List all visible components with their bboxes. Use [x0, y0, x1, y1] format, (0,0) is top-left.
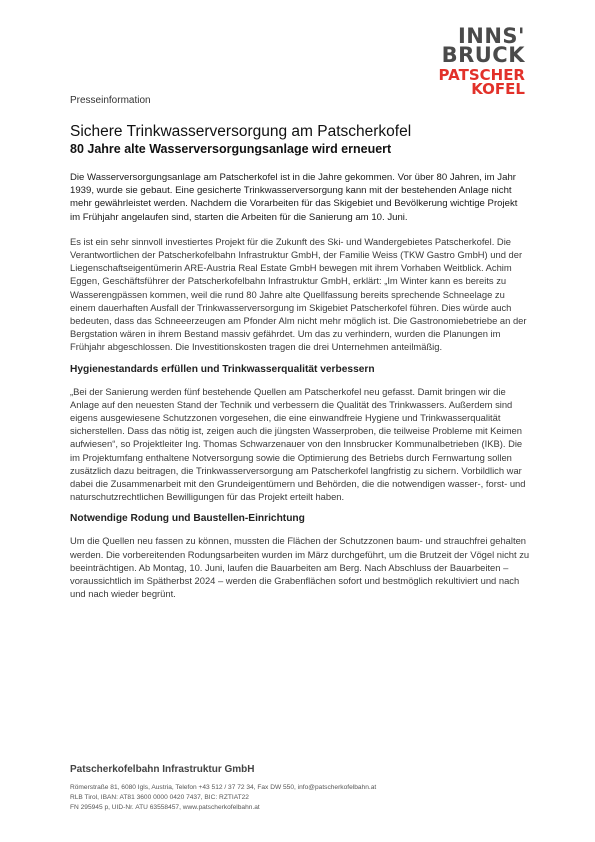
logo-line-patscher: PATSCHER — [438, 66, 525, 84]
logo-line-kofel: KOFEL — [471, 80, 525, 98]
body-paragraph-2: „Bei der Sanierung werden fünf bestehende Quellen am Patscherkofel neu gefasst. Damit bringen wir die Anlage auf den neuesten Stand der Technik und verbessern die Qualität des Trinkwassers. Außerdem sind eigens ausgewiesene Schutzzonen vorgesehen, die eine einwandfreie Hygiene und Trinkwasserqualität sicherstellen. Dass das nötig ist, zeigen auch die jüngsten Wasserproben, die teilweise Probleme mit Keimen aufwiesen“, so Projektleiter Ing. Thomas Schwarzenauer von den Innsbrucker Kommunalbetrieben (IKB). Die im Projektumfang enthaltene Notversorgung sowie die Optimierung des Betriebs durch Fernwartung sollen zusätzlich dazu beitragen, die Trinkwasserversorgung am Patscherkofel langfristig zu sichern. Vorbildlich war dabei die Zusammenarbeit mit den Grundeigentümern und Behörden, die die notwendigen wasser-, forst- und naturschutzrechtlichen Bewilligungen für das Projekt erteilt haben. — [70, 385, 526, 503]
logo-line-innsbruck-2: BRUCK — [441, 43, 525, 67]
body-paragraph-1: Es ist ein sehr sinnvoll investiertes Projekt für die Zukunft des Ski- und Wandergebietes Patscherkofel. Die Verantwortlichen der Patscherkofelbahn Infrastruktur GmbH, der Familie Weiss (TKW Gastro GmbH) und der Liegenschaftseigentümerin ARE-Austria Real Estate GmbH bewegen mit ihrem Vorhaben Weitblick. Achim Eggen, Geschäftsführer der Patscherkofelbahn Infrastruktur GmbH, erklärt: „Im Winter kann es bereits zu Wasserengpässen kommen, weil die rund 80 Jahre alte Quellfassung bereits sprechende Schneelage zu einem dauerhaften Ausfall der Trinkwasserversorgung im Skigebiet Patscherkofel führen. Dies würde auch bedeuten, dass das Schneeerzeugen am Pfonder Alm nicht mehr möglich ist. Die Gastronomiebetriebe an der Bergstation wären in ihrem Bestand massiv gefährdet. Um das zu verhindern, wurden die Planungen im Frühjahr abgeschlossen. Die Investitionskosten tragen die drei Unternehmen anteilmäßig. — [70, 235, 527, 353]
footer-registration: FN 295945 p, UID-Nr. ATU 63558457, www.patscherkofelbahn.at — [70, 804, 260, 811]
company-logo — [405, 24, 525, 98]
body-paragraph-3: Um die Quellen neu fassen zu können, mussten die Flächen der Schutzzonen baum- und strauchfrei gehalten werden. Die vorbereitenden Rodungsarbeiten wurden im März durchgeführt, um die Brutzeit der Vögel nicht zu beeinträchtigen. Ab Montag, 10. Juni, laufen die Bauarbeiten am Berg. Nach Abschluss der Bauarbeiten – voraussichtlich im Spätherbst 2024 – werden die Grabenflächen sofort und bestmöglich rekultiviert und nach und nach wieder begrünt. — [70, 535, 530, 600]
footer-address: Römerstraße 81, 6080 Igls, Austria, Telefon +43 512 / 37 72 34, Fax DW 550, info@patscherkofelbahn.at — [70, 784, 377, 791]
page-footer — [70, 764, 530, 813]
footer-company-name: Patscherkofelbahn Infrastruktur GmbH — [70, 764, 255, 775]
document-body — [70, 95, 530, 610]
document-title: Sichere Trinkwasserversorgung am Patscherkofel — [70, 123, 412, 140]
section-heading-rodung: Notwendige Rodung und Baustellen-Einrichtung — [70, 513, 305, 525]
document-type: Presseinformation — [70, 95, 151, 106]
logo-line-innsbruck-1: INNS' — [457, 24, 525, 48]
footer-bank: RLB Tirol, IBAN: AT81 3600 0000 0420 7437, BIC: RZTIAT22 — [70, 794, 249, 801]
section-heading-hygiene: Hygienestandards erfüllen und Trinkwasserqualität verbessern — [70, 363, 375, 375]
document-subtitle: 80 Jahre alte Wasserversorgungsanlage wird erneuert — [70, 142, 392, 156]
lead-paragraph: Die Wasserversorgungsanlage am Patscherkofel ist in die Jahre gekommen. Vor über 80 Jahren, im Jahr 1939, wurde sie gebaut. Eine gesicherte Trinkwasserversorgung kann mit der bestehenden Anlage nicht mehr gewährleistet werden. Nachdem die Vorarbeiten für das Skigebiet und Bevölkerung wichtige Projekt im Frühjahr angelaufen sind, starten die Arbeiten für die Sanierung am 10. Juni. — [70, 172, 518, 223]
